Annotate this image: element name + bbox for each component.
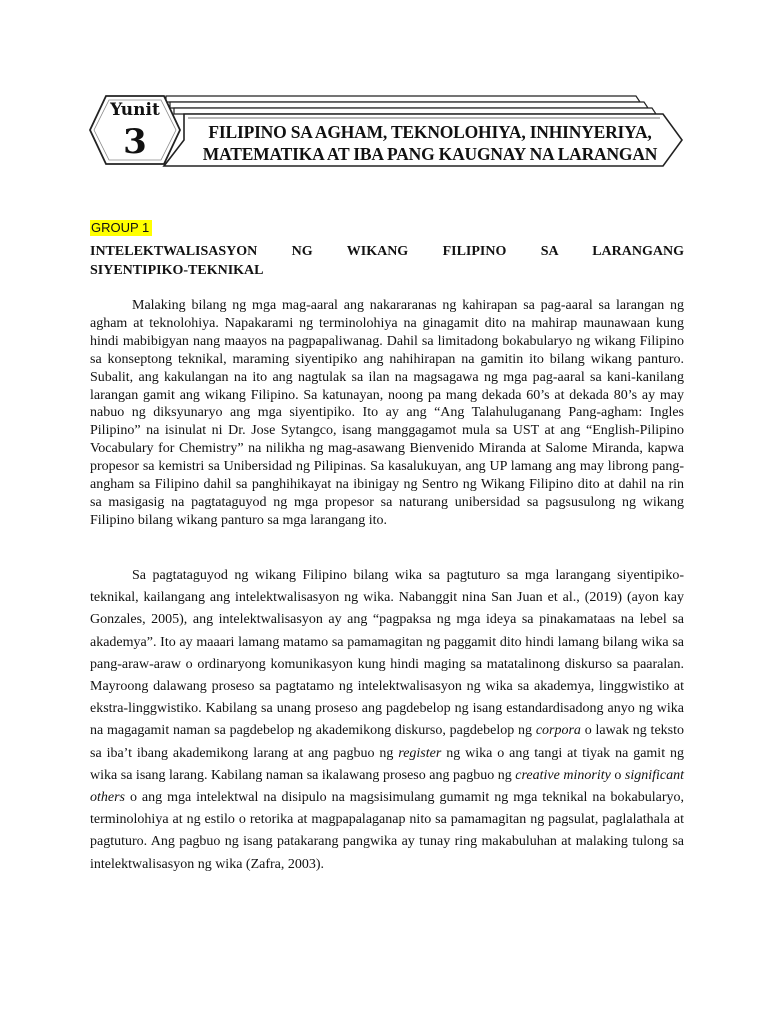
group-label: GROUP 1 <box>90 220 152 236</box>
unit-label: Yunit <box>110 100 160 120</box>
paragraph-2-text-2: o lawak ng teksto sa iba’t ibang akademikong larang at ang pagbuo ng <box>90 723 684 761</box>
unit-number: 3 <box>123 122 147 162</box>
paragraph-2-text-4: o <box>610 767 625 783</box>
unit-banner <box>88 92 688 172</box>
term-significant-others: significant others <box>90 767 685 806</box>
paragraph-2-text-1: Sa pagtataguyod ng wikang Filipino bilang wika sa pagtuturo sa mga larangang siyentipiko-teknikal, kailangang ang intelektwalisasyon ng wika. Nabanggit nina San Juan et al., (2019) (ayon kay Gonzales, 2005), ang intelektwalisasyon ay ang “pagpaksa ng mga ideya sa pinakamataas na lebel sa akademya”. Ito ay maaari lamang matamo sa pamamagitan ng paggamit dito hindi lamang bilang wika sa pang-araw-araw o ordinaryong komunikasyon kung hindi maging sa matatalinong diskurso sa paaralan. Mayroong dalawang proseso sa pagtatamo ng intelektwalisasyon ng wika sa akademya, linggwistiko at ekstra-linggwistiko. Kabilang sa unang proseso ang pagdebelop ng isang estandardisadong anyo ng wika na magagamit naman sa pagdebelop ng akademikong diskurso, pagdebelop ng <box>90 568 684 739</box>
term-corpora: corpora <box>535 723 581 739</box>
section-heading-line2: SIYENTIPIKO-TEKNIKAL <box>90 263 264 278</box>
paragraph-2-text-5: o ang mga intelektwal na disipulo na magsisimulang gumamit ng mga teknikal na bokabularyo, terminolohiya at ng estilo o retorika at magpapalaganap nito sa pamamagitan ng pagsulat, paglalathala at pagtuturo. Ang pagbuo ng isang patakarang pangwika ay tunay ring makabuluhan at malaking tulong sa intelektwalisasyon ng wika (Zafra, 2003). <box>90 790 684 872</box>
paragraph-2 <box>90 565 684 876</box>
paragraph-1: Malaking bilang ng mga mag-aaral ang nakararanas ng kahirapan sa pag-aaral sa larangan ng agham at teknolohiya. Napakarami ng terminolohiya na ginagamit dito na mahirap maunawaan kung hindi mabibigyan nang maayos na pagpapaliwanag. Dahil sa limitadong bokabularyo ng wikang Filipino sa konseptong teknikal, maraming siyentipiko ang nahihirapan na gamitin ito bilang wikang panturo. Subalit, ang kakulangan na ito ang nagtulak sa ilan na magsagawa ng mga pag-aaral sa kani-kanilang larangan gamit ang wikang Filipino. Sa katunayan, noong pa mang dekada 60’s at dekada 80’s ay may nabuo ng diksyunaryo ang mga siyentipiko. Ito ay ang “Ang Talahuluganang Pang-agham: Ingles Pilipino” na isinulat ni Dr. Jose Sytangco, isang manggagamot mula sa UST at ang “English-Pilipino Vocabulary for Chemistry” na nilikha ng mag-asawang Bienvenido Miranda at Salome Miranda, kapwa propesor sa kemistri sa Unibersidad ng Pilipinas. Sa kasalukuyan, ang UP lamang ang may librong pang-angham sa Filipino dahil sa panghihikayat na ibinigay ng Sentro ng Wikang Filipino dito at dahil na rin sa masigasig na pagtataguyod ng mga propesor sa naturang unibersidad sa pagsusulong ng wikang Filipino bilang wikang panturo sa mga larangang ito. <box>90 298 684 528</box>
paragraph-2-text-3: ng wika o ang tangi at tiyak na gamit ng wika sa isang larang. Kabilang naman sa ikalawang proseso ang pagbuo ng <box>90 745 684 783</box>
unit-title <box>200 121 660 165</box>
section-heading-line1: INTELEKTWALISASYON NG WIKANG FILIPINO SA LARANGANG <box>90 244 684 259</box>
term-register: register <box>398 745 442 761</box>
section-heading <box>90 242 684 280</box>
term-creative-minority: creative minority <box>515 767 611 783</box>
unit-title-line2: MATEMATIKA AT IBA PANG KAUGNAY NA LARANGAN <box>202 144 658 164</box>
unit-title-line1: FILIPINO SA AGHAM, TEKNOLOHIYA, INHINYERIYA, <box>208 122 652 142</box>
